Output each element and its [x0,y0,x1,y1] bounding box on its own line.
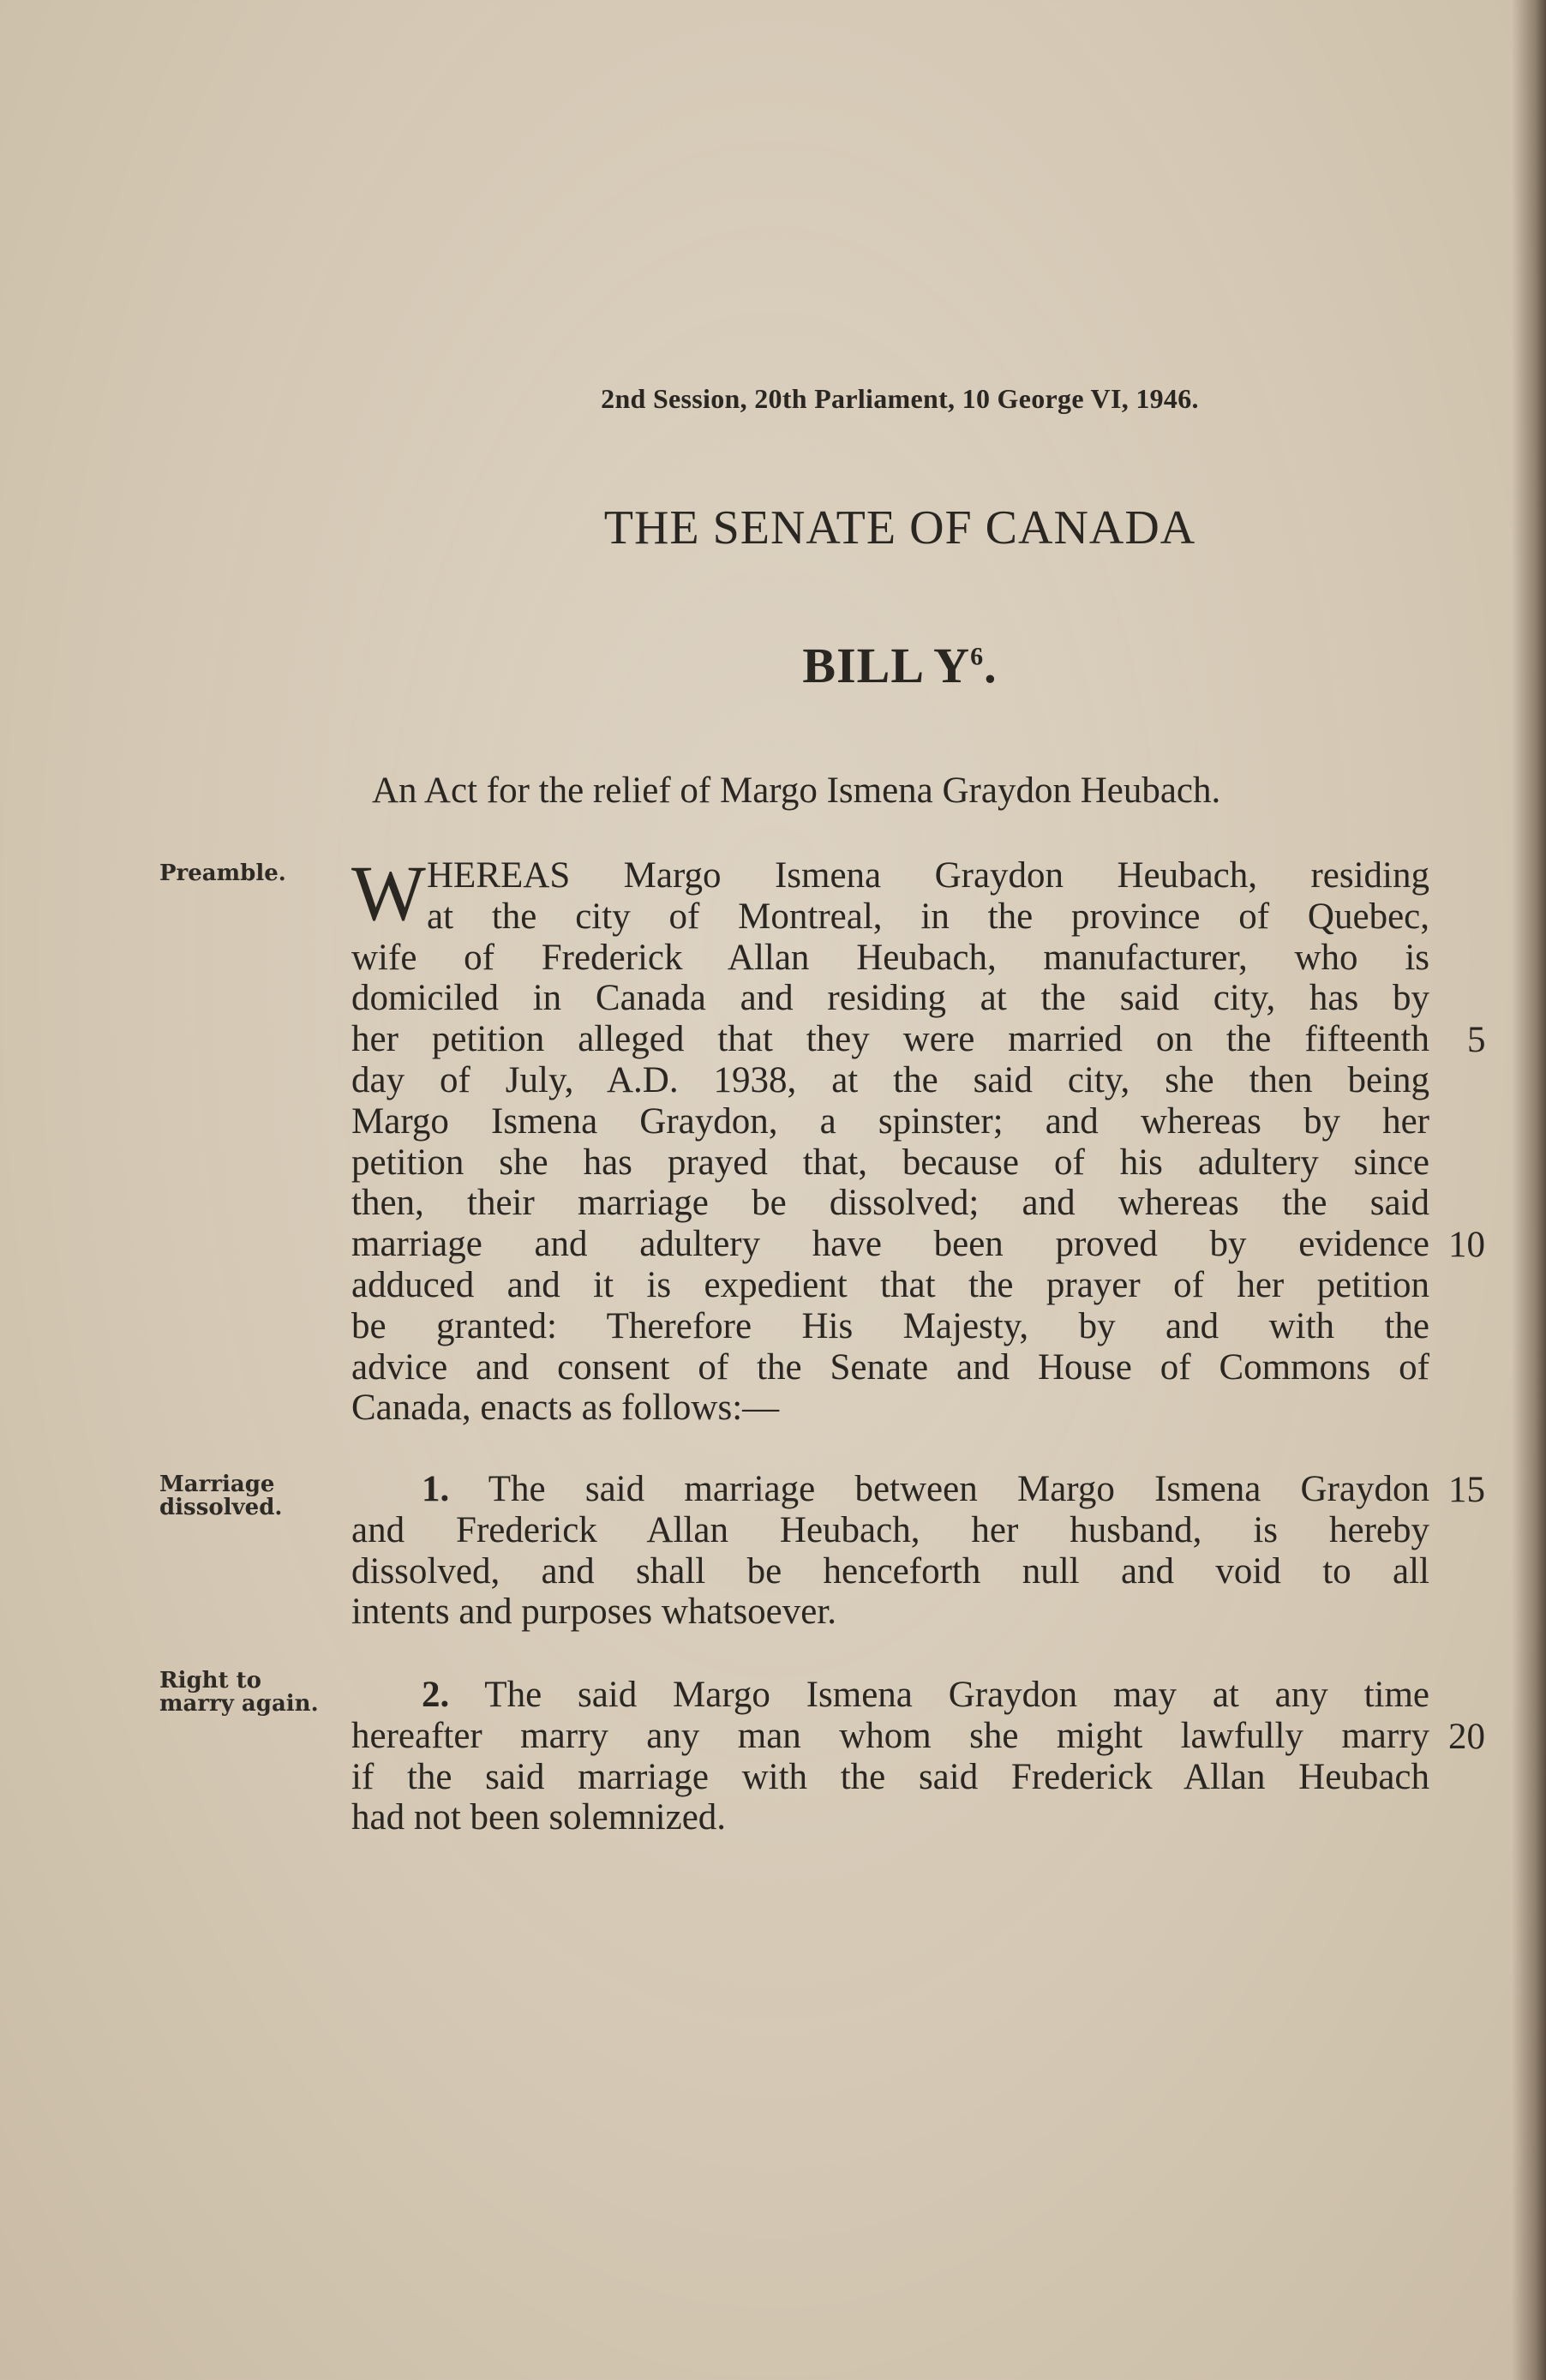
page-edge-shadow [1512,0,1546,2380]
senate-heading: THE SENATE OF CANADA [603,501,1196,555]
margin-note-right-line2: marry again. [159,1691,319,1717]
line-number-10: 10 [1448,1225,1485,1265]
preamble-line: marriage and adultery have been proved by evidence [351,1224,1429,1265]
bill-period: . [984,638,998,693]
bill-label: BILL Y [802,638,971,693]
section-2-line: hereafter marry any man whom she might lawfully marry [351,1715,1429,1756]
preamble-line: domiciled in Canada and residing at the said city, has by [351,978,1429,1019]
preamble-text [351,849,1429,1429]
preamble-line: at the city of Montreal, in the province of Quebec, [427,896,1429,937]
preamble-line: then, their marriage be dissolved; and whereas the said [351,1183,1429,1224]
margin-note-marriage-line1: Marriage [159,1472,275,1497]
section-2-line: if the said marriage with the said Frederick Allan Heubach [351,1756,1429,1797]
section-2-line: The said Margo Ismena Graydon may at any time [484,1675,1429,1715]
section-1-number: 1. [422,1469,450,1509]
bill-superscript: 6 [970,642,985,671]
section-1-text [351,1469,1429,1633]
preamble-dropcap: W [351,849,426,937]
preamble-line: be granted: Therefore His Majesty, by and with the [351,1305,1429,1346]
preamble-line: advice and consent of the Senate and House of Commons of [351,1346,1429,1388]
section-1-line: and Frederick Allan Heubach, her husband, is hereby [351,1509,1429,1550]
section-2-text [351,1675,1429,1838]
margin-note-preamble: Preamble. [159,860,286,886]
margin-note-right-to-marry [159,1670,319,1716]
line-number-5: 5 [1467,1020,1486,1060]
margin-note-marriage-line2: dissolved. [159,1495,283,1520]
session-line: 2nd Session, 20th Parliament, 10 George VI, 1946. [601,383,1199,414]
section-2-first-line [351,1675,1429,1716]
bill-heading [0,637,1546,694]
section-1-line: The said marriage between Margo Ismena Graydon [488,1469,1429,1509]
preamble-line: day of July, A.D. 1938, at the said city, she then being [351,1059,1429,1100]
preamble-line: Canada, enacts as follows:— [351,1388,780,1429]
margin-note-right-line1: Right to [159,1668,261,1694]
preamble-line: petition she has prayed that, because of his adultery since [351,1142,1429,1183]
margin-note-marriage-dissolved [159,1473,282,1520]
act-title: An Act for the relief of Margo Ismena Graydon Heubach. [372,770,1221,811]
preamble-line: her petition alleged that they were married on the fifteenth [351,1019,1429,1060]
preamble-line: Margo Ismena Graydon, a spinster; and whereas by her [351,1100,1429,1142]
section-2-line: had not been solemnized. [351,1797,727,1838]
preamble-line: adduced and it is expedient that the prayer of her petition [351,1264,1429,1305]
section-1-line: dissolved, and shall be henceforth null and void to all [351,1550,1429,1592]
line-number-20: 20 [1448,1717,1485,1757]
line-number-15: 15 [1448,1470,1485,1510]
section-1-line: intents and purposes whatsoever. [351,1592,837,1633]
preamble-line: HEREAS Margo Ismena Graydon Heubach, residing [427,855,1429,896]
section-1-first-line [351,1469,1429,1510]
section-2-number: 2. [422,1675,450,1715]
preamble-line: wife of Frederick Allan Heubach, manufacturer, who is [351,937,1429,978]
